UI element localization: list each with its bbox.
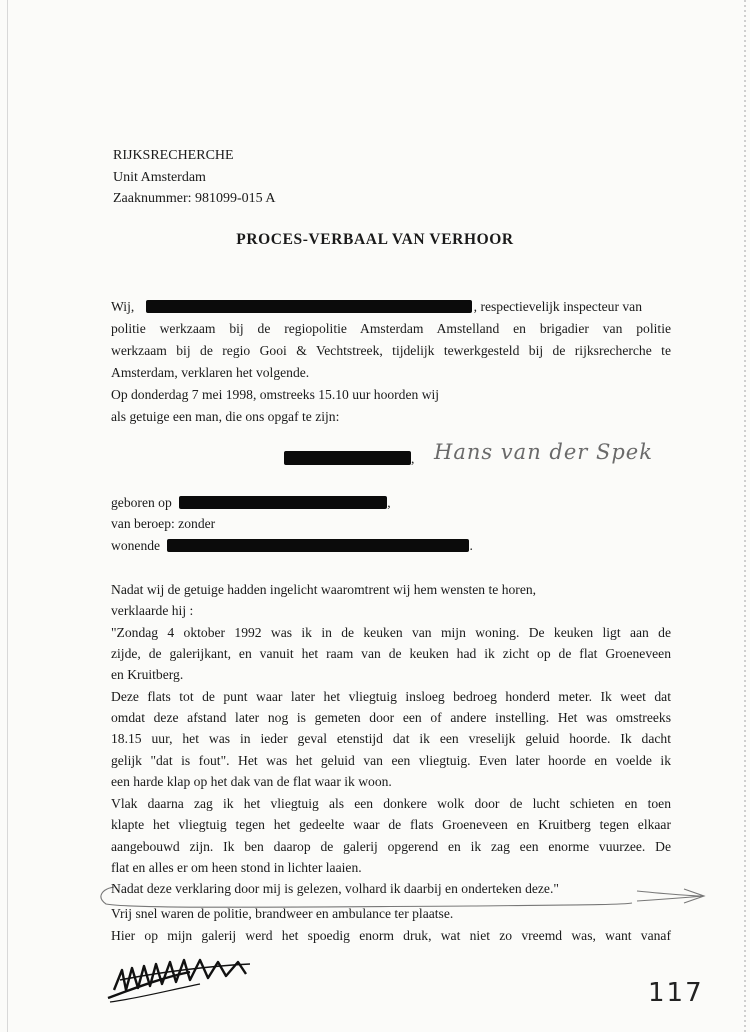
redaction-bar bbox=[146, 300, 472, 313]
statement-line-3: "Zondag 4 oktober 1992 was ik in de keuken van mijn woning. De keuken ligt aan de bbox=[111, 625, 671, 640]
redaction-bar bbox=[179, 496, 387, 509]
statement-line-9: gelijk "dat is fout". Het was het geluid van een vliegtuig. Even later hoorde en voelde ik bbox=[111, 753, 671, 768]
statement-line-12: klapte het vliegtuig tegen het gedeelte waar de flats Groeneveen en Kruitberg tegen elkaar bbox=[111, 817, 671, 832]
statement-line-2: verklaarde hij : bbox=[111, 603, 194, 618]
intro-line-6: als getuige een man, die ons opgaf te zijn: bbox=[111, 409, 340, 424]
residence-label: wonende bbox=[111, 538, 161, 553]
statement-line-10: een harde klap op het dak van de flat waar ik woon. bbox=[111, 774, 392, 789]
statement-line-16: Vrij snel waren de politie, brandweer en ambulance ter plaatse. bbox=[111, 906, 454, 921]
statement-line-11: Vlak daarna zag ik het vliegtuig als een donkere wolk door de lucht schieten en toen bbox=[111, 796, 671, 811]
comma: , bbox=[411, 451, 415, 466]
intro-role: , respectievelijk inspecteur van bbox=[473, 299, 642, 314]
comma: , bbox=[387, 495, 391, 510]
left-margin-line bbox=[7, 0, 8, 1032]
statement-line-5: en Kruitberg. bbox=[111, 667, 184, 682]
profession-line: van beroep: zonder bbox=[111, 516, 216, 531]
born-label: geboren op bbox=[111, 495, 172, 510]
statement-line-7: omdat deze afstand later nog is gemeten door een of andere instelling. Het was omstreeks bbox=[111, 710, 671, 725]
statement-line-8: 18.15 uur, het was in ieder geval etenstijd dat ik een vreselijk geluid hoorde. Ik dacht bbox=[111, 731, 671, 746]
intro-line-5: Op donderdag 7 mei 1998, omstreeks 15.10 uur hoorden wij bbox=[111, 387, 440, 402]
statement-line-14: flat en alles er om heen stond in lichter laaien. bbox=[111, 860, 362, 875]
handwritten-witness-name: Hans van der Spek bbox=[434, 440, 653, 464]
intro-line-2: politie werkzaam bij de regiopolitie Amsterdam Amstelland en brigadier van politie bbox=[111, 321, 671, 336]
statement-line-1: Nadat wij de getuige hadden ingelicht waaromtrent wij hem wensten te horen, bbox=[111, 582, 537, 597]
statement-line-6: Deze flats tot de punt waar later het vliegtuig insloeg bedroeg honderd meter. Ik weet dat bbox=[111, 689, 671, 704]
period: . bbox=[469, 538, 473, 553]
intro-line-3: werkzaam bij de regio Gooi & Vechtstreek, tijdelijk tewerkgesteld bij de rijksrecherche te bbox=[111, 343, 671, 358]
right-edge-perforation bbox=[744, 0, 746, 1032]
page-number: 117 bbox=[648, 978, 704, 1008]
redaction-bar bbox=[167, 539, 469, 552]
residence-line bbox=[111, 536, 671, 556]
unit-name: Unit Amsterdam bbox=[113, 169, 206, 185]
intro-line-1 bbox=[111, 297, 671, 317]
witness-name-line bbox=[284, 449, 424, 469]
statement-line-15: Nadat deze verklaring door mij is gelezen, volhard ik daarbij en onderteken deze." bbox=[111, 881, 559, 896]
case-number: Zaaknummer: 981099-015 A bbox=[113, 191, 276, 206]
org-name: RIJKSRECHERCHE bbox=[113, 148, 234, 163]
document-title: PROCES-VERBAAL VAN VERHOOR bbox=[236, 231, 514, 248]
redaction-bar bbox=[284, 451, 411, 465]
statement-line-13: aangebouwd zijn. Ik ben daarop de galerij opgerend en ik zag een enorme vuurzee. De bbox=[111, 839, 671, 854]
intro-line-4: Amsterdam, verklaren het volgende. bbox=[111, 365, 310, 380]
intro-wij: Wij, bbox=[111, 299, 135, 314]
document-header bbox=[113, 145, 276, 210]
signature bbox=[100, 950, 270, 1010]
born-line bbox=[111, 493, 671, 513]
statement-line-17: Hier op mijn galerij werd het spoedig enorm druk, wat niet zo vreemd was, want vanaf bbox=[111, 928, 671, 943]
statement-line-4: zijde, de galerijkant, en vanuit het raam van de keuken had ik zicht op de flat Groeneveen bbox=[111, 646, 671, 661]
